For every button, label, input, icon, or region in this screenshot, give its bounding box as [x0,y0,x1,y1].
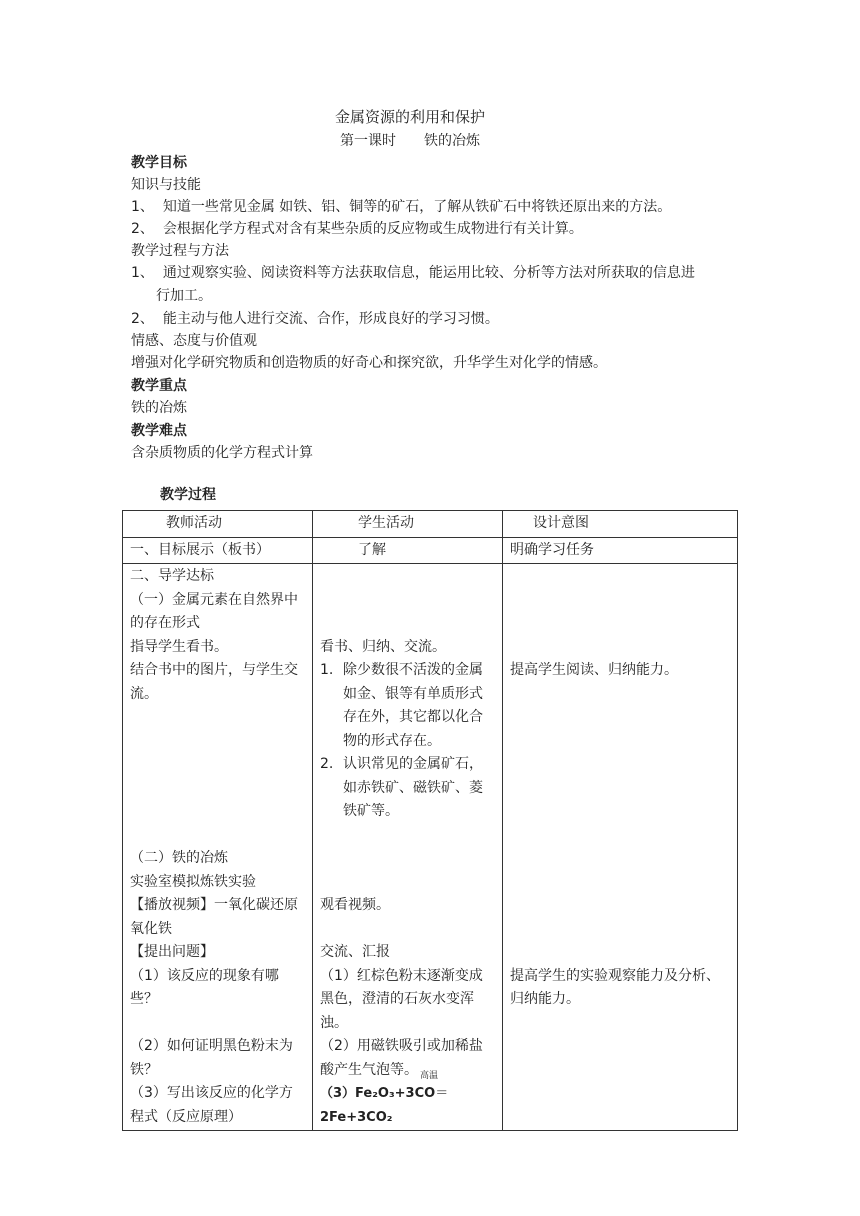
list-item [320,753,495,824]
teacher-line: 实验室模拟炼铁实验 [130,873,256,890]
table-header-row [123,511,738,538]
equation-equals: ＝ [435,1086,449,1101]
objectives-heading: 教学目标 [131,155,187,171]
intent-line: 提高学生阅读、归纳能力。 [510,662,678,678]
design-intent-cell [503,564,738,1131]
table-row [123,564,738,1131]
teacher-line: 结合书中的图片，与学生交流。 [130,662,298,702]
teacher-line: （1）该反应的现象有哪些？ [130,967,279,1007]
teacher-line: （3）写出该反应的化学方程式（反应原理） [130,1085,293,1125]
list-number: 2、 [131,221,154,237]
header-teacher: 教师活动 [123,511,313,538]
key-point-heading: 教学重点 [131,378,187,394]
process-title: 教学过程 [160,487,216,503]
teacher-line: 【播放视频】一氧化碳还原氧化铁 [130,897,298,937]
student-line: 看书、归纳、交流。 [320,638,446,655]
teacher-line: （2）如何证明黑色粉末为铁？ [130,1038,293,1078]
student-activity-cell [313,564,503,1131]
student-line: 交流、汇报 [320,944,390,960]
teacher-line: 二、导学达标 [130,568,214,584]
equation-reactants: Fe₂O₃+3CO [355,1086,436,1101]
list-text: 通过观察实验、阅读资料等方法获取信息，能运用比较、分析等方法对所获取的信息进 [162,265,695,281]
equation-prefix: （3） [320,1086,356,1101]
list-text: 认识常见的金属矿石，如赤铁矿、磁铁矿、菱铁矿等。 [343,756,483,819]
chemical-equation [320,1071,495,1129]
list-number: 1、 [131,265,154,281]
key-point-text: 铁的冶炼 [131,400,187,416]
teacher-line: （二）铁的冶炼 [130,850,228,866]
list-text: 能主动与他人进行交流、合作，形成良好的学习习惯。 [162,311,499,327]
table-row [123,537,738,564]
teacher-line: （一）金属元素在自然界中的存在形式 [130,591,298,631]
row1-intent: 明确学习任务 [503,537,738,564]
row1-teacher: 一、目标展示（板书） [123,537,313,564]
emotion-text: 增强对化学研究物质和创造物质的好奇心和探究欲，升华学生对化学的情感。 [131,355,607,371]
list-item [320,659,495,753]
process-item-2 [131,308,499,330]
header-intent: 设计意图 [503,511,738,538]
student-line: （2）用磁铁吸引或加稀盐酸产生气泡等。 [320,1038,483,1078]
row1-student: 了解 [313,537,503,564]
process-item-1-continued: 行加工。 [156,288,212,304]
reaction-condition: 高温 [420,1071,439,1081]
student-line: （1）红棕色粉末逐渐变成黑色，澄清的石灰水变浑浊。 [320,967,483,1031]
process-item-1 [131,262,695,284]
document-title: 金属资源的利用和保护 [334,108,485,126]
difficult-point-text: 含杂质物质的化学方程式计算 [131,445,313,461]
teaching-process-table [122,510,738,1131]
list-number: 1. [320,662,334,678]
intent-line: 提高学生的实验观察能力及分析、归纳能力。 [510,967,720,1007]
list-text: 会根据化学方程式对含有某些杂质的反应物或生成物进行有关计算。 [162,221,583,237]
knowledge-item-1 [131,196,671,218]
knowledge-heading: 知识与技能 [131,177,201,193]
equation-products: 2Fe+3CO₂ [320,1109,393,1125]
list-number: 1、 [131,199,154,215]
emotion-heading: 情感、态度与价值观 [131,333,257,349]
teacher-activity-cell [123,564,313,1131]
list-number: 2. [320,756,334,772]
knowledge-item-2 [131,218,583,240]
difficult-point-heading: 教学难点 [131,423,187,439]
teacher-line: 【提出问题】 [130,944,214,960]
header-student: 学生活动 [313,511,503,538]
student-line: 观看视频。 [320,897,390,913]
list-text: 除少数很不活泼的金属如金、银等有单质形式存在外，其它都以化合物的形式存在。 [343,662,483,749]
list-number: 2、 [131,311,154,327]
list-text: 知道一些常见金属 如铁、铝、铜等的矿石，了解从铁矿石中将铁还原出来的方法。 [162,199,672,215]
process-method-heading: 教学过程与方法 [131,243,229,259]
teacher-line: 指导学生看书。 [130,638,228,655]
document-subtitle: 第一课时 铁的冶炼 [340,133,480,149]
